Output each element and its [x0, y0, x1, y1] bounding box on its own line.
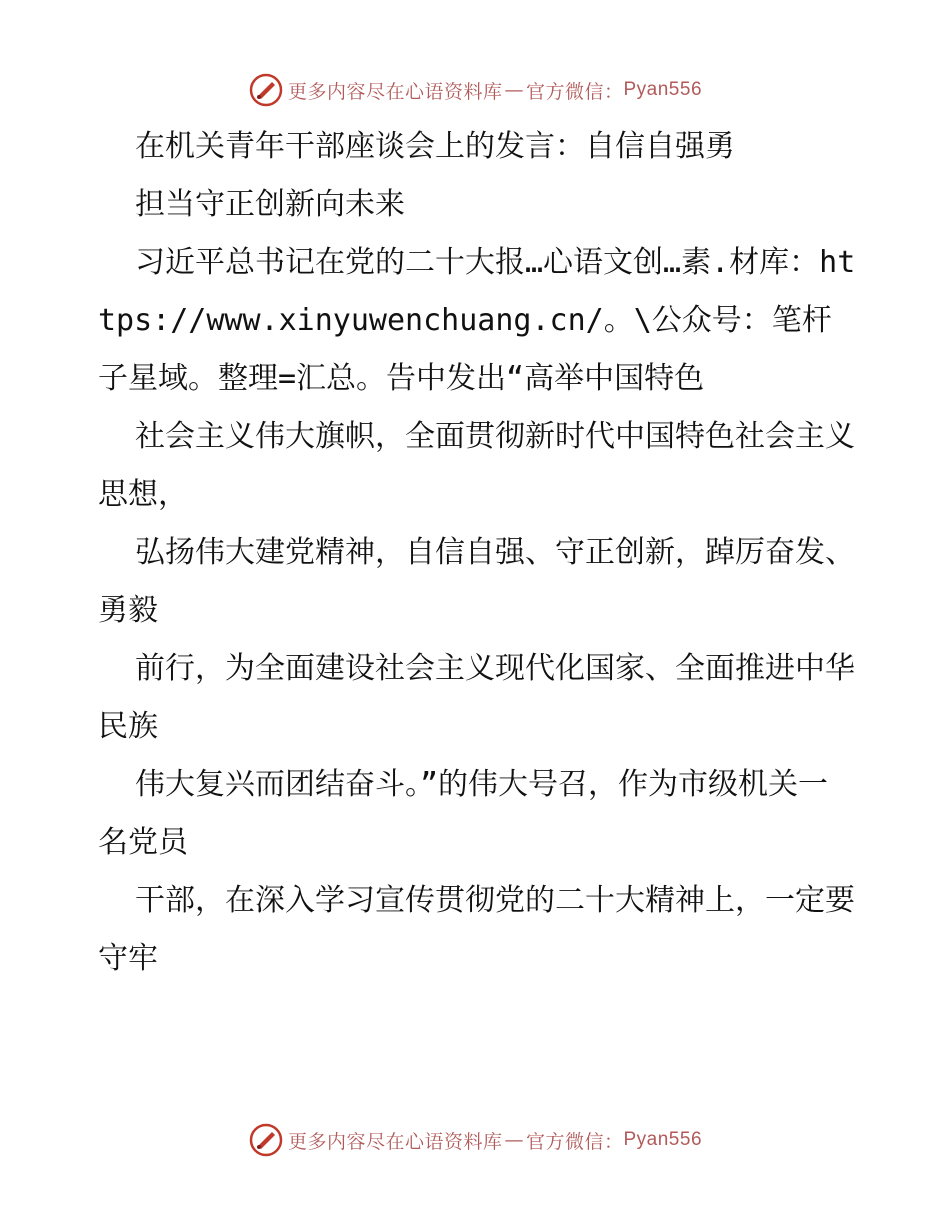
document-title: 在机关青年干部座谈会上的发言：自信自强勇担当守正创新向未来 — [135, 129, 735, 222]
paragraph: 干部，在深入学习宣传贯彻党的二十大精神上，一定要守牢 — [98, 883, 855, 976]
banner-wechat-id: Pyan556 — [623, 79, 703, 100]
document-body — [98, 118, 858, 988]
paragraph: 弘扬伟大建党精神，自信自强、守正创新，踔厉奋发、勇毅 — [98, 535, 855, 628]
banner-dash: — — [504, 1129, 524, 1151]
banner-wechat-id: Pyan556 — [623, 1129, 703, 1150]
banner-wechat-label: 官方微信： — [525, 80, 624, 103]
footer-banner — [0, 1120, 950, 1160]
pen-logo-icon — [248, 1122, 284, 1158]
banner-main-text: 更多内容尽在心语资料库 — [287, 80, 503, 103]
banner-wechat-label: 官方微信： — [525, 1130, 624, 1153]
paragraph: 习近平总书记在党的二十大报…心语文创…素.材库：https://www.xinyuwenchuang.cn/。\公众号：笔杆子星域。整理=汇总。告中发出“高举中国特色 — [98, 245, 856, 396]
header-banner — [0, 70, 950, 110]
pen-logo-icon — [248, 72, 284, 108]
paragraph: 社会主义伟大旗帜，全面贯彻新时代中国特色社会主义思想， — [98, 419, 855, 512]
banner-dash: — — [504, 79, 524, 101]
paragraph: 伟大复兴而团结奋斗。”的伟大号召，作为市级机关一名党员 — [98, 767, 829, 860]
banner-main-text: 更多内容尽在心语资料库 — [287, 1130, 503, 1153]
paragraph: 前行，为全面建设社会主义现代化国家、全面推进中华民族 — [98, 651, 855, 744]
